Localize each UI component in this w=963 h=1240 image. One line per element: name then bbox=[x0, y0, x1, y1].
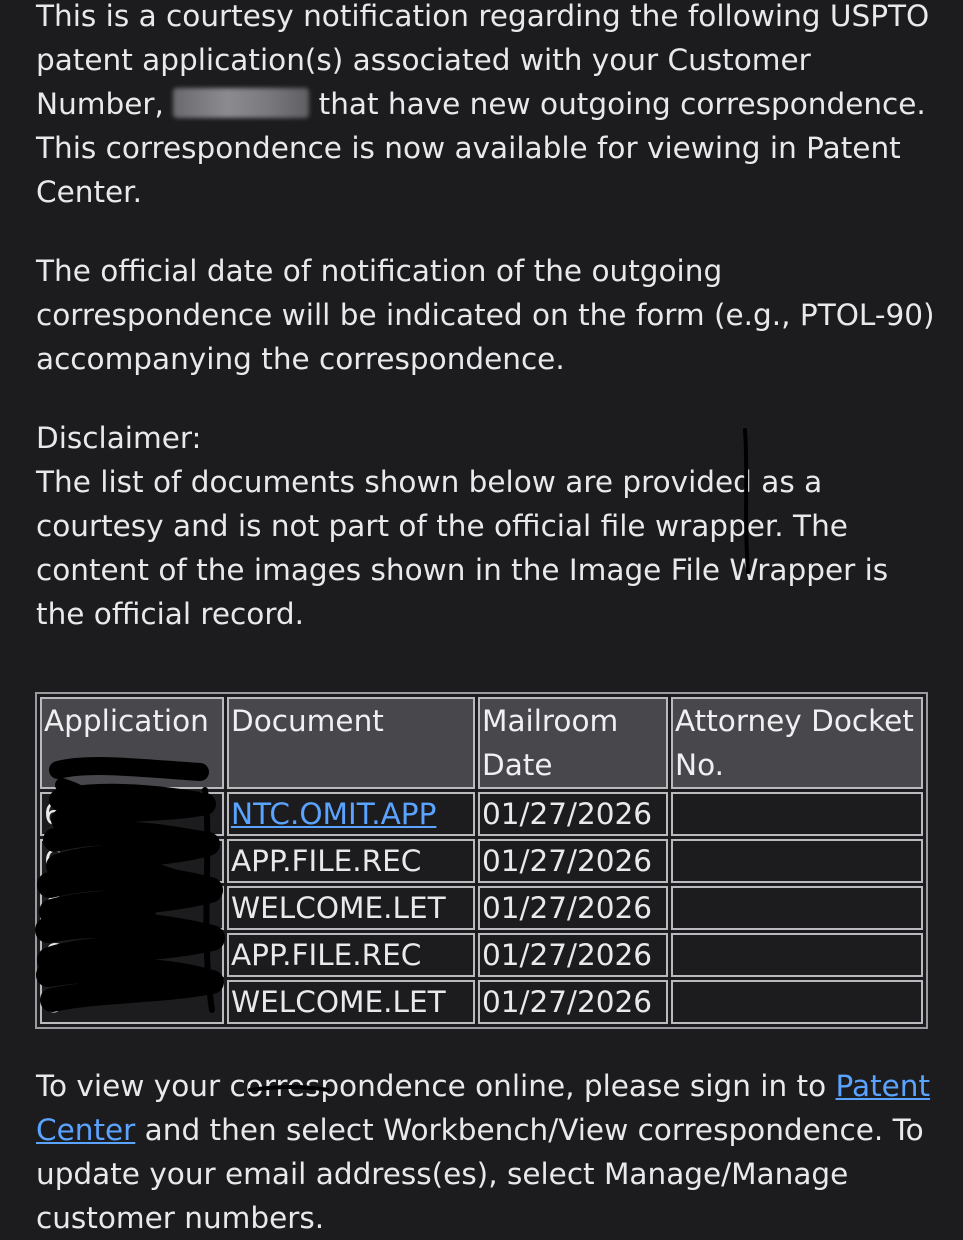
email-body bbox=[36, 0, 936, 1240]
notification-text-end: that have new outgoing correspondence. This correspondence is now available for viewing in Patent Center. bbox=[36, 87, 926, 209]
header-document: Document bbox=[227, 697, 475, 789]
table-row bbox=[40, 933, 923, 977]
attorney-docket-cell bbox=[671, 839, 923, 883]
sign-in-paragraph bbox=[36, 1064, 936, 1240]
header-mailroom-date: Mailroom Date bbox=[478, 697, 668, 789]
application-number-redacted: 6 bbox=[44, 891, 63, 925]
notification-text-start: This is a courtesy notification regarding the following USPTO patent application(s) associated with your Customer Number, bbox=[36, 0, 930, 121]
notification-paragraph bbox=[36, 0, 936, 214]
sign-in-text-start: To view your correspondence online, please sign in to bbox=[36, 1069, 836, 1103]
application-cell bbox=[40, 792, 224, 836]
patent-center-link[interactable]: Patent Center bbox=[36, 1069, 931, 1147]
application-number-redacted: 6 bbox=[44, 938, 63, 972]
application-cell bbox=[40, 980, 224, 1024]
document-cell: APP.FILE.REC bbox=[227, 933, 475, 977]
attorney-docket-cell bbox=[671, 980, 923, 1024]
attorney-docket-cell bbox=[671, 792, 923, 836]
table-row bbox=[40, 886, 923, 930]
mailroom-date-cell: 01/27/2026 bbox=[478, 839, 668, 883]
application-cell bbox=[40, 886, 224, 930]
disclaimer-body: The list of documents shown below are provided as a courtesy and is not part of the official file wrapper. The content of the images shown in the Image File Wrapper is the official record. bbox=[36, 465, 889, 631]
table-row bbox=[40, 980, 923, 1024]
mailroom-date-cell: 01/27/2026 bbox=[478, 886, 668, 930]
redacted-customer-number bbox=[173, 88, 309, 118]
header-attorney-docket: Attorney Docket No. bbox=[671, 697, 923, 789]
table-header-row bbox=[40, 697, 923, 789]
attorney-docket-cell bbox=[671, 886, 923, 930]
document-cell[interactable] bbox=[227, 792, 475, 836]
sign-in-text-end: and then select Workbench/View correspondence. To update your email address(es), select Manage/Manage customer numbers. bbox=[36, 1113, 924, 1235]
table-row bbox=[40, 839, 923, 883]
mailroom-date-cell: 01/27/2026 bbox=[478, 792, 668, 836]
document-cell: WELCOME.LET bbox=[227, 980, 475, 1024]
application-cell bbox=[40, 933, 224, 977]
attorney-docket-cell bbox=[671, 933, 923, 977]
document-cell: APP.FILE.REC bbox=[227, 839, 475, 883]
application-number-redacted: 6 bbox=[44, 844, 63, 878]
header-application: Application bbox=[40, 697, 224, 789]
application-number-redacted: 6 bbox=[44, 797, 63, 831]
document-link[interactable]: NTC.OMIT.APP bbox=[231, 797, 437, 831]
official-date-paragraph: The official date of notification of the outgoing correspondence will be indicated on the form (e.g., PTOL-90) accompanying the correspondence. bbox=[36, 254, 935, 376]
documents-table bbox=[35, 692, 928, 1029]
document-cell: WELCOME.LET bbox=[227, 886, 475, 930]
table-row bbox=[40, 792, 923, 836]
disclaimer-title: Disclaimer: bbox=[36, 421, 202, 455]
mailroom-date-cell: 01/27/2026 bbox=[478, 980, 668, 1024]
application-cell bbox=[40, 839, 224, 883]
application-number-redacted: 6 bbox=[44, 985, 63, 1019]
mailroom-date-cell: 01/27/2026 bbox=[478, 933, 668, 977]
disclaimer-paragraph bbox=[36, 416, 936, 636]
